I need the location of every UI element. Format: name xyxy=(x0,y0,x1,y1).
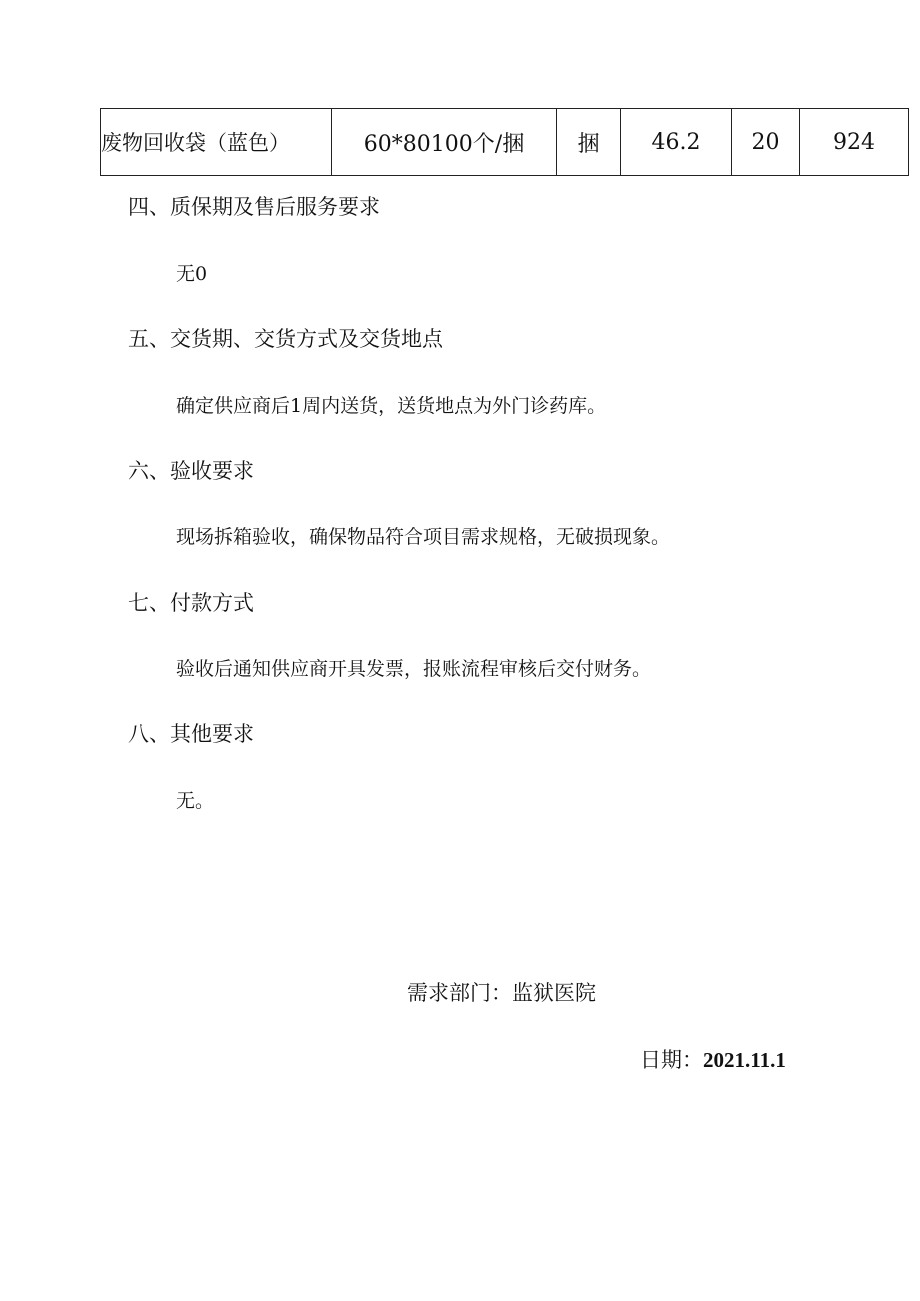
section-body-other: 无。 xyxy=(176,790,215,812)
section-heading-other: 八、其他要求 xyxy=(128,722,254,746)
item-price-cell: 46.2 xyxy=(621,109,732,176)
section-body-delivery: 确定供应商后1周内送货，送货地点为外门诊药库。 xyxy=(176,395,607,417)
section-heading-warranty: 四、质保期及售后服务要求 xyxy=(128,195,380,219)
section-body-warranty: 无0 xyxy=(176,263,208,285)
item-total-cell: 924 xyxy=(800,109,909,176)
table-row xyxy=(101,109,909,176)
requesting-department xyxy=(407,977,596,1007)
section-heading-delivery: 五、交货期、交货方式及交货地点 xyxy=(128,327,443,351)
item-spec-cell: 60*80100个/捆 xyxy=(332,109,557,176)
items-table xyxy=(100,108,909,176)
section-body-payment: 验收后通知供应商开具发票，报账流程审核后交付财务。 xyxy=(176,658,652,680)
section-heading-acceptance: 六、验收要求 xyxy=(128,459,254,483)
item-name-cell: 废物回收袋（蓝色） xyxy=(101,109,332,176)
item-unit-cell: 捆 xyxy=(557,109,621,176)
section-body-acceptance: 现场拆箱验收，确保物品符合项目需求规格，无破损现象。 xyxy=(176,526,671,548)
department-label: 需求部门： xyxy=(407,981,512,1005)
department-value: 监狱医院 xyxy=(512,981,596,1005)
date-label: 日期： xyxy=(640,1048,703,1072)
item-quantity-cell: 20 xyxy=(732,109,800,176)
section-heading-payment: 七、付款方式 xyxy=(128,591,254,615)
date-value: 2021.11.1 xyxy=(703,1048,786,1072)
document-date xyxy=(640,1044,786,1074)
